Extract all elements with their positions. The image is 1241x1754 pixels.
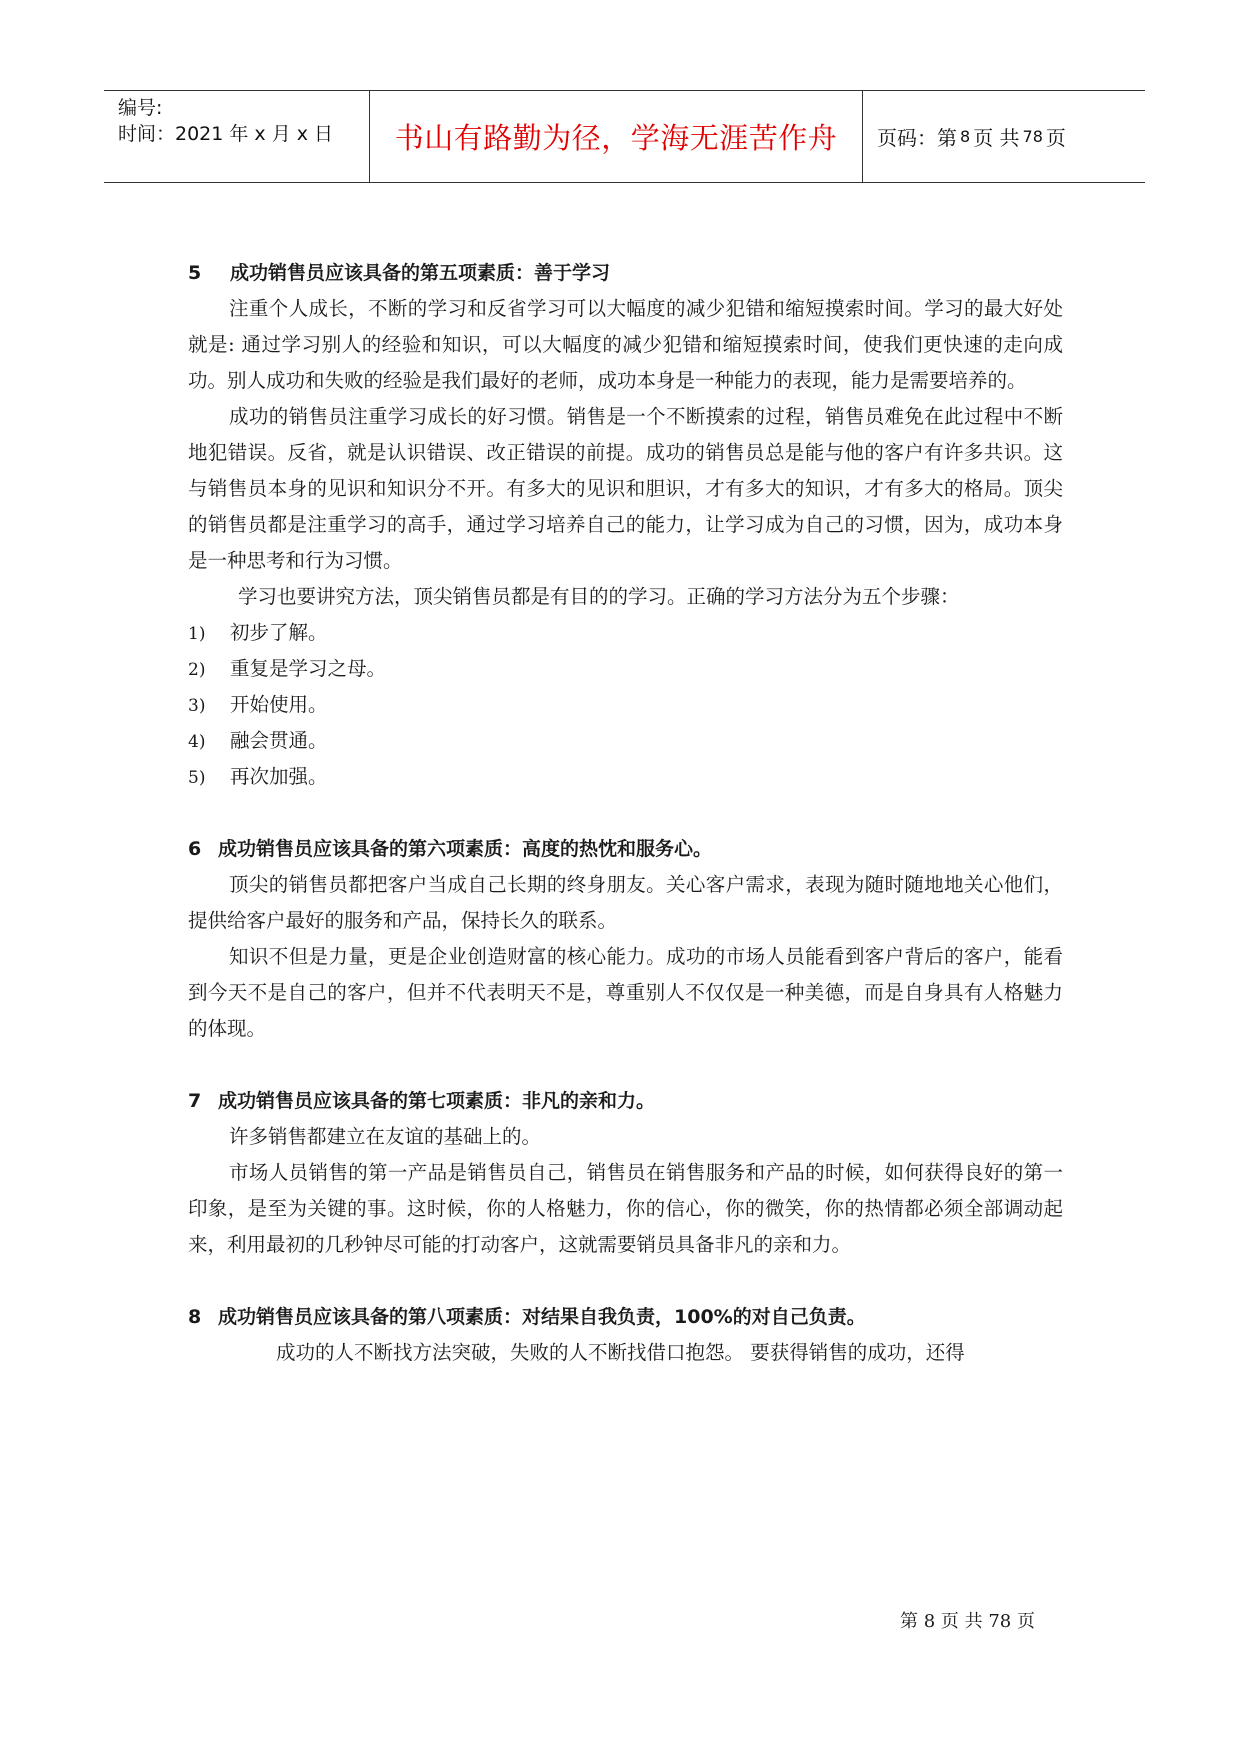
list-item bbox=[188, 759, 1063, 795]
list-item bbox=[188, 723, 1063, 759]
list-marker: 4) bbox=[188, 732, 206, 752]
page-header bbox=[104, 90, 1145, 183]
list-marker: 1) bbox=[188, 624, 206, 644]
document-body bbox=[188, 255, 1063, 1371]
section-title: 成功销售员应该具备的第六项素质：高度的热忱和服务心。 bbox=[218, 838, 713, 860]
list-marker: 2) bbox=[188, 660, 206, 680]
paragraph: 注重个人成长，不断的学习和反省学习可以大幅度的减少犯错和缩短摸索时间。学习的最大好处就是: 通过学习别人的经验和知识，可以大幅度的减少犯错和缩短摸索时间，使我们更快速的走向成功。别人成功和失败的经验是我们最好的老师，成功本身是一种能力的表现，能力是需要培养的。 bbox=[188, 297, 1063, 392]
list-text: 再次加强。 bbox=[230, 765, 328, 788]
section-title: 成功销售员应该具备的第五项素质：善于学习 bbox=[230, 262, 611, 284]
page-suffix: 页 bbox=[1045, 126, 1066, 150]
motto-text: 书山有路勤为径，学海无涯苦作舟 bbox=[394, 121, 838, 155]
spacer bbox=[188, 1047, 1063, 1083]
page-footer: 第 8 页 共 78 页 bbox=[900, 1611, 1035, 1632]
section-title: 成功销售员应该具备的第八项素质：对结果自我负责，100%的对自己负责。 bbox=[218, 1306, 866, 1328]
date-label: 时间：2021 年 x 月 x 日 bbox=[118, 123, 334, 145]
section-7-heading bbox=[188, 1083, 1063, 1119]
section-5-heading bbox=[188, 255, 1063, 291]
paragraph: 成功的人不断找方法突破，失败的人不断找借口抱怨。 要获得销售的成功，还得 bbox=[276, 1341, 965, 1364]
paragraph: 顶尖的销售员都把客户当成自己长期的终身朋友。关心客户需求，表现为随时随地地关心他们，提供给客户最好的服务和产品，保持长久的联系。 bbox=[188, 873, 1063, 932]
section-number: 5 bbox=[188, 262, 202, 284]
spacer bbox=[188, 1263, 1063, 1299]
list-marker: 5) bbox=[188, 768, 206, 788]
section-8-heading bbox=[188, 1299, 1063, 1335]
section-6-heading bbox=[188, 831, 1063, 867]
header-motto-cell bbox=[370, 91, 863, 182]
page-mid: 页 共 bbox=[973, 126, 1020, 150]
paragraph: 知识不但是力量，更是企业创造财富的核心能力。成功的市场人员能看到客户背后的客户，能看到今天不是自己的客户，但并不代表明天不是，尊重别人不仅仅是一种美德，而是自身具有人格魅力的体现。 bbox=[188, 945, 1063, 1040]
spacer bbox=[188, 795, 1063, 831]
section-number: 6 bbox=[188, 838, 202, 860]
list-text: 开始使用。 bbox=[230, 693, 328, 716]
list-text: 初步了解。 bbox=[230, 621, 328, 644]
page-prefix: 页码：第 bbox=[877, 126, 957, 150]
page-total: 78 bbox=[1022, 127, 1043, 146]
section-number: 7 bbox=[188, 1090, 202, 1112]
section-title: 成功销售员应该具备的第七项素质：非凡的亲和力。 bbox=[218, 1090, 656, 1112]
paragraph: 市场人员销售的第一产品是销售员自己，销售员在销售服务和产品的时候，如何获得良好的第一印象，是至为关键的事。这时候，你的人格魅力，你的信心，你的微笑，你的热情都必须全部调动起来，利用最初的几秒钟尽可能的打动客户，这就需要销员具备非凡的亲和力。 bbox=[188, 1161, 1063, 1256]
list-item bbox=[188, 615, 1063, 651]
list-marker: 3) bbox=[188, 696, 206, 716]
list-item bbox=[188, 687, 1063, 723]
list-text: 融会贯通。 bbox=[230, 729, 328, 752]
list-item bbox=[188, 651, 1063, 687]
section-number: 8 bbox=[188, 1306, 202, 1328]
paragraph: 学习也要讲究方法，顶尖销售员都是有目的的学习。正确的学习方法分为五个步骤： bbox=[238, 585, 960, 608]
header-page-cell bbox=[863, 91, 1145, 182]
paragraph: 成功的销售员注重学习成长的好习惯。销售是一个不断摸索的过程，销售员难免在此过程中不断地犯错误。反省，就是认识错误、改正错误的前提。成功的销售员总是能与他的客户有许多共识。这与销售员本身的见识和知识分不开。有多大的见识和胆识，才有多大的知识，才有多大的格局。顶尖的销售员都是注重学习的高手，通过学习培养自己的能力，让学习成为自己的习惯，因为，成功本身是一种思考和行为习惯。 bbox=[188, 405, 1063, 572]
list-text: 重复是学习之母。 bbox=[230, 657, 387, 680]
serial-label: 编号: bbox=[118, 97, 163, 119]
paragraph: 许多销售都建立在友谊的基础上的。 bbox=[229, 1125, 542, 1148]
page-number: 8 bbox=[960, 127, 971, 146]
header-meta-cell bbox=[104, 91, 370, 182]
